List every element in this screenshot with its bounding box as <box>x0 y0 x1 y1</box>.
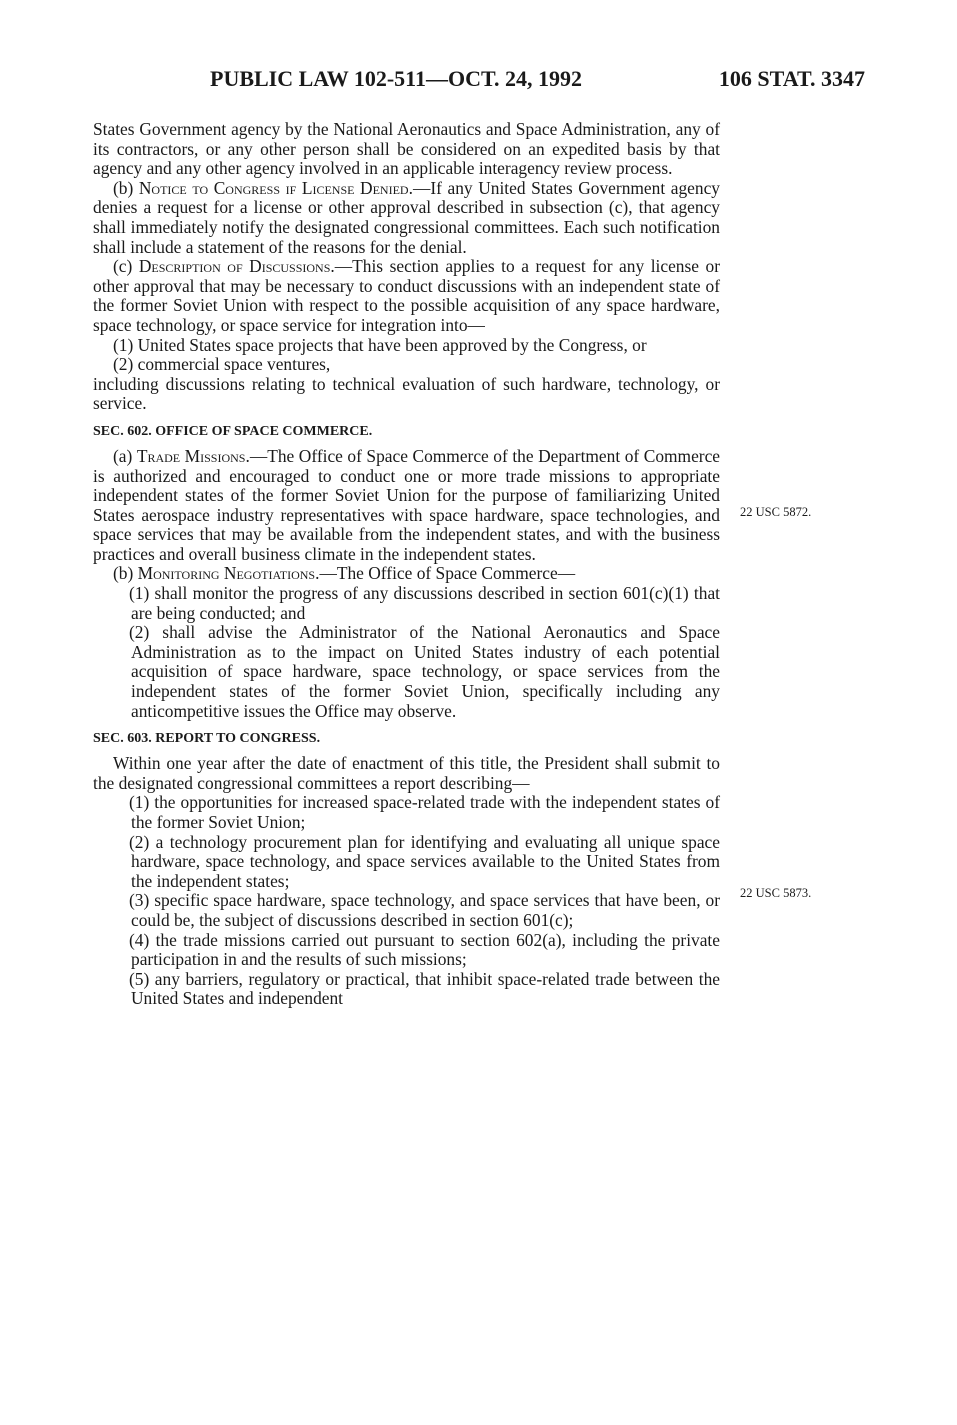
header-stat: 106 STAT. 3347 <box>718 66 865 91</box>
subsection-b-heading: Notice to Congress if License Denied. <box>138 177 413 198</box>
section-603-intro: Within one year after the date of enactment of this title, the President shall submit to the designated congressional committees a report describing— <box>93 753 720 793</box>
page-header <box>210 66 865 96</box>
section-602-b-heading: Monitoring Negotiations. <box>137 563 320 584</box>
section-602-a: (a) Trade Missions.—The Office of Space Commerce of the Department of Commerce is authorized and encouraged to conduct one or more trade missions to appropriate independent states of the former Soviet Union for the purpose of familiarizing United States aerospace industry representatives with space hardware, space technologies, and space services that may be available from the independent states, and with the business practices and overall business climate in the independent states. <box>93 445 721 564</box>
body-text <box>93 120 720 1009</box>
continued-paragraph: States Government agency by the National Aeronautics and Space Administration, any of its contractors, or any other person shall be considered on an expedited basis by that agency and any other agency involved in an applicable interagency review process. <box>93 119 720 179</box>
section-603-item-3: (3) specific space hardware, space technology, and space services that have been, or could be, the subject of discussions described in section 601(c); <box>129 890 720 930</box>
section-603-heading: SEC. 603. REPORT TO CONGRESS. <box>93 731 321 747</box>
subsection-b: (b) Notice to Congress if License Denied.—If any United States Government agency denies a request for a license or other approval described in subsection (c), that agency shall immediately notify the designated congressional committees. Each such notification shall include a statement of the reasons for the denial. <box>93 177 720 257</box>
section-603-item-2: (2) a technology procurement plan for identifying and evaluating all unique space hardware, space technology, and space services available to the United States from the independent states; <box>129 831 720 891</box>
header-title: PUBLIC LAW 102-511—OCT. 24, 1992 <box>210 66 583 91</box>
subsection-c: (c) Description of Discussions.—This section applies to a request for any license or other approval that may be necessary to conduct discussions with an independent state of the former Soviet Union with respect to the possible acquisition of any space hardware, space technology, or space service for integration into— <box>93 256 721 335</box>
section-603-item-1: (1) the opportunities for increased space-related trade with the independent states of the former Soviet Union; <box>129 792 720 832</box>
subsection-c-item-2: (2) commercial space ventures, <box>113 354 331 375</box>
section-602-b-item-1: (1) shall monitor the progress of any discussions described in section 601(c)(1) that are being conducted; and <box>129 583 720 623</box>
subsection-c-heading: Description of Discussions. <box>138 256 335 277</box>
margin-note-usc-5872: 22 USC 5872. <box>740 505 812 519</box>
section-602-b-item-2: (2) shall advise the Administrator of the National Aeronautics and Space Administration as to the impact on United States industry of each potential acquisition of space hardware, space technology, or space services from the independent states of the former Soviet Union, specifically including any anticompetitive issues the Office may observe. <box>129 622 720 721</box>
section-603-item-5: (5) any barriers, regulatory or practical, that inhibit space-related trade between the United States and independent <box>129 968 720 1009</box>
section-602-a-heading: Trade Missions. <box>136 445 250 466</box>
section-602-heading: SEC. 602. OFFICE OF SPACE COMMERCE. <box>93 423 373 439</box>
section-602-b: (b) Monitoring Negotiations.—The Office of Space Commerce— <box>113 563 576 584</box>
section-603-item-4: (4) the trade missions carried out pursuant to section 602(a), including the private participation in and the results of such missions; <box>129 929 720 970</box>
subsection-c-item-1: (1) United States space projects that have been approved by the Congress, or <box>113 334 647 355</box>
subsection-c-tail: including discussions relating to technical evaluation of such hardware, technology, or service. <box>93 373 720 414</box>
margin-note-usc-5873: 22 USC 5873. <box>740 886 812 900</box>
